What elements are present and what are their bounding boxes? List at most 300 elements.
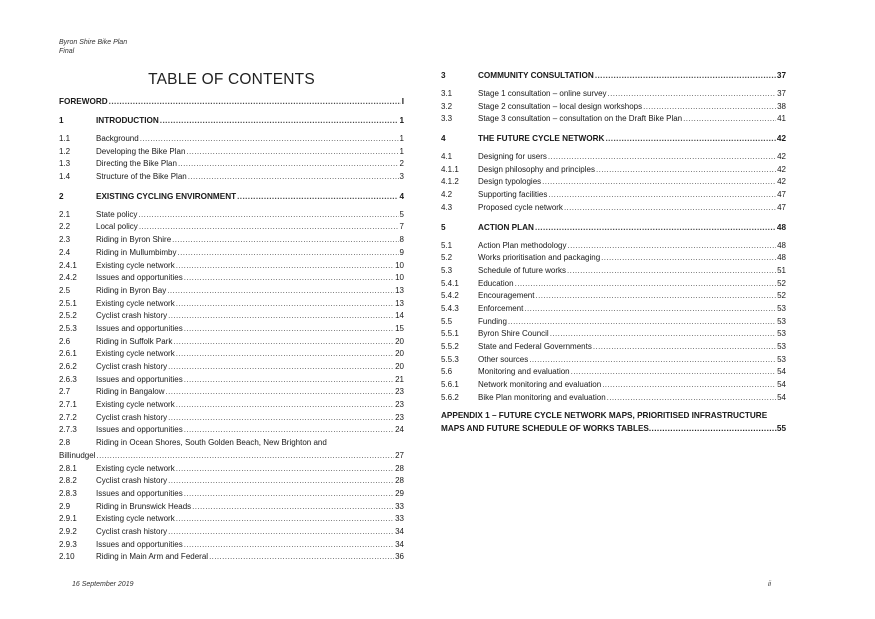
toc-entry-page-number: 1 [399,146,404,156]
dot-leader [535,290,776,303]
toc-entry-title: Background [96,134,139,143]
toc-entry-page-number: 54 [777,392,786,402]
dot-leader [184,272,394,285]
toc-entry-page-number: 24 [395,425,404,435]
dot-leader [184,488,394,501]
toc-entry-title: Riding in Suffolk Park [96,336,173,346]
toc-entry[interactable] [59,209,404,222]
toc-entry[interactable] [441,328,786,341]
toc-entry-page-number: 38 [777,101,786,111]
toc-entry[interactable] [59,114,404,127]
toc-entry[interactable] [59,234,404,247]
toc-entry[interactable] [59,348,404,361]
toc-entry-number: 5.5.1 [441,329,459,339]
toc-entry-page-number: 47 [777,190,786,200]
toc-entry[interactable] [59,336,404,349]
dot-leader [184,539,394,552]
toc-entry-title: Existing cycle network [96,298,175,308]
toc-entry-title: State and Federal Governments [478,342,592,351]
toc-entry-page-number: 3 [399,172,404,182]
dot-leader [188,171,399,184]
toc-entry-page-number: 13 [395,285,404,295]
toc-left-column [59,95,404,564]
dot-leader [172,234,398,247]
toc-entry-page-number: 37 [776,71,786,80]
toc-entry[interactable] [59,386,404,399]
toc-entry[interactable] [441,265,786,278]
dot-leader [548,151,776,164]
toc-entry-page-number: 10 [395,260,404,270]
toc-entry-page-number: 23 [395,400,404,410]
dot-leader [96,450,394,463]
dot-leader [168,361,394,374]
toc-entry-number: 1.3 [59,159,71,169]
toc-entry-title: Stage 1 consultation – online survey [478,89,607,98]
toc-entry[interactable] [441,202,786,215]
toc-entry-title: Works prioritisation and packaging [478,253,601,263]
toc-entry-title: Existing cycle network [96,349,175,359]
toc-entry[interactable] [59,247,404,260]
toc-entry[interactable] [441,252,786,265]
toc-entry-number: 2.2 [59,222,71,232]
toc-entry-number: 2.5 [59,285,71,295]
toc-entry[interactable] [59,272,404,285]
toc-entry[interactable] [441,278,786,291]
toc-entry-title: Cyclist crash history [96,311,168,321]
dot-leader [602,379,776,392]
toc-entry-title: Network monitoring and evaluation [478,380,602,390]
toc-entry-title: Stage 3 consultation – consultation on the Draft Bike Plan [478,114,683,124]
toc-entry-number: 3.3 [441,114,453,124]
toc-entry-number: 5.6.2 [441,392,459,402]
toc-entry-page-number: 28 [395,476,404,486]
dot-leader [535,221,776,234]
dot-leader [160,114,399,127]
toc-entry-page-number: 54 [777,380,786,390]
appendix-page-number: 55 [776,424,786,434]
toc-entry-number: 5.5 [441,316,453,326]
toc-entry-title: Billinudgel [59,450,96,460]
toc-entry-page-number: 10 [395,273,404,283]
dot-leader [515,278,777,291]
toc-entry-number: 2 [59,191,64,201]
toc-right-column [441,69,786,435]
toc-entry-page-number: 15 [395,323,404,333]
toc-entry[interactable] [441,366,786,379]
dot-leader [176,298,394,311]
toc-entry-title: Proposed cycle network [478,202,563,212]
toc-entry-page-number: 20 [395,336,404,346]
toc-entry-number: 2.9.3 [59,539,77,549]
toc-entry-page-number: 52 [777,291,786,301]
toc-entry[interactable] [59,221,404,234]
toc-entry[interactable] [441,151,786,164]
toc-entry-title: THE FUTURE CYCLE NETWORK [478,134,605,144]
dot-leader [649,422,777,435]
dot-leader [176,399,394,412]
toc-entry-page-number: I [401,97,404,106]
toc-entry-number: 2.4 [59,247,71,257]
toc-entry[interactable] [59,513,404,526]
dot-leader [176,348,394,361]
toc-entry[interactable] [441,316,786,329]
toc-entry-number: 2.8.3 [59,488,77,498]
toc-entry-number: 2.6.1 [59,349,77,359]
toc-entry-page-number: 28 [395,463,404,473]
dot-leader [176,463,394,476]
toc-entry-page-number: 48 [776,222,786,232]
toc-entry-number: 2.5.1 [59,298,77,308]
appendix-title-line2: MAPS AND FUTURE SCHEDULE OF WORKS TABLES [441,424,649,434]
toc-entry-title: ACTION PLAN [478,222,534,232]
toc-entry-title: Existing cycle network [96,514,175,524]
dot-leader [607,392,776,405]
toc-entry-number: 5.2 [441,253,453,263]
toc-entry-number: 5.5.3 [441,354,459,364]
toc-entry-page-number: 8 [399,235,404,245]
dot-leader [178,158,399,171]
toc-entry[interactable] [441,240,786,253]
toc-entry-page-number: 13 [395,298,404,308]
toc-entry-number: 3 [441,71,446,80]
toc-entry-title: Issues and opportunities [96,539,183,549]
toc-entry-number: 2.9 [59,501,71,511]
toc-entry-page-number: 9 [399,247,404,257]
toc-entry[interactable] [441,189,786,202]
toc-entry[interactable] [59,450,404,463]
toc-entry-title: EXISTING CYCLING ENVIRONMENT [96,191,237,201]
toc-entry-title: Monitoring and evaluation [478,367,570,377]
toc-entry-number: 2.7.1 [59,400,77,410]
toc-entry-number: 2.5.2 [59,311,77,321]
toc-entry[interactable] [441,69,786,82]
toc-entry-page-number: 20 [395,362,404,371]
toc-entry[interactable] [441,354,786,367]
dot-leader [550,328,776,341]
toc-entry-number: 2.5.3 [59,323,77,333]
toc-entry-page-number: 23 [395,412,404,422]
toc-entry-page-number: 14 [395,311,404,321]
toc-entry-title: Design typologies [478,177,542,187]
toc-entry-title: Cyclist crash history [96,476,168,486]
header-status: Final [59,48,75,55]
toc-entry-number: 5 [441,222,446,232]
dot-leader [542,176,776,189]
dot-leader [548,189,776,202]
toc-entry-number: 2.6.3 [59,374,77,384]
appendix-title-line1: APPENDIX 1 – FUTURE CYCLE NETWORK MAPS, PRIORITISED INFRASTRUCTURE [441,411,768,421]
toc-entry-page-number: 4 [399,191,404,201]
toc-entry-number: 5.1 [441,240,453,250]
toc-entry-number: 2.7.3 [59,425,77,435]
toc-entry-page-number: 53 [777,329,786,339]
toc-entry[interactable] [59,190,404,203]
toc-entry-title: Action Plan methodology [478,240,567,250]
toc-entry-title: Schedule of future works [478,265,567,275]
footer-page-number: ii [768,581,772,588]
toc-entry[interactable] [441,341,786,354]
toc-entry[interactable] [441,379,786,392]
dot-leader [168,475,394,488]
dot-leader [605,132,775,145]
toc-entry-title: Riding in Bangalow [96,387,165,397]
toc-entry-title: Designing for users [478,152,547,162]
toc-entry-page-number: 33 [395,501,404,511]
toc-entry-title: Directing the Bike Plan [96,159,177,169]
toc-entry-title: Cyclist crash history [96,412,168,422]
dot-leader [166,386,395,399]
toc-entry-title: Issues and opportunities [96,488,183,498]
toc-entry-title: Issues and opportunities [96,323,183,333]
toc-entry-title: Education [478,278,514,288]
dot-leader [683,113,776,126]
toc-entry-number: 3.2 [441,101,453,111]
toc-entry-title: Riding in Ocean Shores, South Golden Beach, New Brighton and [96,438,327,448]
toc-entry[interactable] [59,158,404,171]
toc-entry-title: Existing cycle network [96,260,175,270]
toc-entry-title: Structure of the Bike Plan [96,172,187,182]
toc-entry-title: Riding in Main Arm and Federal [96,552,209,562]
dot-leader [176,513,394,526]
toc-entry-title: Riding in Byron Bay [96,285,167,295]
toc-entry-number: 4.2 [441,190,453,200]
dot-leader [568,240,777,253]
dot-leader [177,247,398,260]
toc-entry[interactable] [59,412,404,425]
dot-leader [596,164,776,177]
toc-entry-page-number: 1 [399,134,404,143]
toc-entry-title: Developing the Bike Plan [96,146,186,156]
dot-leader [186,146,398,159]
dot-leader [176,260,394,273]
toc-entry-number: 2.10 [59,552,75,562]
toc-entry[interactable] [59,424,404,437]
toc-entry-number: 3.1 [441,89,453,98]
toc-entry-number: 5.6 [441,367,453,377]
toc-entry-number: 1 [59,116,64,125]
toc-entry-title: Issues and opportunities [96,374,183,384]
toc-entry-page-number: 37 [777,89,786,98]
dot-leader [564,202,776,215]
toc-entry-number: 4.1.2 [441,177,459,187]
toc-entry-number: 2.3 [59,235,71,245]
dot-leader [184,323,394,336]
toc-entry-page-number: 42 [776,134,786,144]
dot-leader [109,95,401,108]
dot-leader [608,88,777,101]
header-plan-name: Byron Shire Bike Plan [59,39,128,46]
toc-entry-number: 2.9.1 [59,514,77,524]
toc-entry-number: 5.4.2 [441,291,459,301]
toc-entry-title: Stage 2 consultation – local design workshops [478,101,643,111]
toc-entry[interactable] [59,463,404,476]
toc-entry-number: 1.2 [59,146,71,156]
toc-entry-title: Existing cycle network [96,400,175,410]
toc-entry-number: 4.1.1 [441,164,459,174]
dot-leader [139,221,399,234]
toc-entry[interactable] [59,298,404,311]
toc-entry[interactable] [59,488,404,501]
toc-entry-title: Issues and opportunities [96,425,183,435]
toc-entry-page-number: 42 [777,164,786,174]
toc-entry[interactable] [59,146,404,159]
toc-entry[interactable] [441,164,786,177]
toc-entry[interactable] [441,392,786,405]
toc-entry-title: Byron Shire Council [478,329,549,339]
toc-entry[interactable] [441,132,786,145]
toc-entry[interactable] [59,171,404,184]
toc-entry-page-number: 53 [777,316,786,326]
toc-entry-page-number: 48 [777,240,786,250]
toc-entry-number: 5.5.2 [441,342,459,351]
toc-entry-title: Issues and opportunities [96,273,183,283]
toc-entry-number: 2.4.1 [59,260,77,270]
toc-entry-title: Local policy [96,222,138,232]
toc-entry-title: Other sources [478,354,529,364]
toc-entry-number: 2.7.2 [59,412,77,422]
toc-entry[interactable] [441,176,786,189]
toc-entry-page-number: 53 [777,303,786,313]
toc-entry-number: 5.4.1 [441,278,459,288]
toc-entry[interactable] [59,285,404,298]
toc-entry[interactable] [59,361,404,374]
page-title: TABLE OF CONTENTS [148,71,315,88]
toc-entry-page-number: 54 [777,367,786,377]
toc-entry[interactable] [59,399,404,412]
toc-entry-title: Funding [478,316,507,326]
toc-entry-title: Encouragement [478,291,535,301]
toc-entry-title: Enforcement [478,303,524,313]
toc-entry-page-number: 23 [395,387,404,397]
toc-entry-number: 2.1 [59,209,71,219]
toc-entry[interactable] [59,475,404,488]
dot-leader [173,336,394,349]
toc-entry-page-number: 33 [395,514,404,524]
toc-entry[interactable] [59,551,404,564]
toc-entry[interactable] [441,113,786,126]
dot-leader [209,551,394,564]
toc-entry-page-number: 42 [777,177,786,187]
toc-entry[interactable] [59,539,404,552]
toc-entry-number: 2.8 [59,438,71,448]
toc-entry-page-number: 20 [395,349,404,359]
dot-leader [167,285,394,298]
dot-leader [601,252,776,265]
toc-entry-number: 5.3 [441,265,453,275]
toc-entry[interactable] [59,260,404,273]
toc-entry[interactable] [441,303,786,316]
toc-entry[interactable] [59,437,404,450]
toc-entry-number: 4 [441,134,446,144]
toc-entry-title: Cyclist crash history [96,362,168,371]
toc-entry-page-number: 21 [395,374,404,384]
toc-entry-number: 4.3 [441,202,453,212]
toc-entry-number: 1.4 [59,172,71,182]
toc-entry[interactable] [59,310,404,323]
dot-leader [593,341,776,354]
toc-entry[interactable] [441,88,786,101]
toc-entry-number: 4.1 [441,152,453,162]
toc-entry-title: Bike Plan monitoring and evaluation [478,392,606,402]
footer-date: 16 September 2019 [72,581,134,588]
toc-entry-page-number: 51 [777,265,786,275]
toc-entry-number: 2.6 [59,336,71,346]
toc-entry-number: 2.9.2 [59,526,77,536]
document-header [59,38,127,56]
toc-entry-title: Riding in Brunswick Heads [96,501,192,511]
dot-leader [184,374,394,387]
toc-entry-title: COMMUNITY CONSULTATION [478,71,594,80]
toc-entry-page-number: 47 [777,202,786,212]
toc-entry[interactable] [59,526,404,539]
toc-entry[interactable] [59,323,404,336]
toc-entry[interactable] [59,501,404,514]
toc-entry-page-number: 52 [777,278,786,288]
toc-entry-page-number: 48 [777,253,786,263]
toc-entry-page-number: 34 [395,539,404,549]
toc-entry-title: Riding in Mullumbimby [96,247,177,257]
toc-entry-title: INTRODUCTION [96,116,159,125]
toc-entry-number: 2.6.2 [59,362,77,371]
toc-entry-page-number: 27 [395,450,404,460]
toc-entry-page-number: 36 [395,552,404,562]
dot-leader [524,303,776,316]
toc-entry-title: FOREWORD [59,97,108,106]
toc-entry-page-number: 41 [777,114,786,124]
toc-entry[interactable] [441,101,786,114]
dot-leader [168,412,394,425]
dot-leader [192,501,394,514]
toc-entry-number: 2.8.1 [59,463,77,473]
toc-entry-title: Riding in Byron Shire [96,235,172,245]
toc-entry-number: 2.4.2 [59,273,77,283]
dot-leader [567,265,776,278]
dot-leader [595,69,776,82]
dot-leader [138,209,398,222]
toc-entry-appendix-1[interactable] [441,409,786,435]
toc-entry[interactable] [441,290,786,303]
dot-leader [237,190,398,203]
toc-entry-title: Design philosophy and principles [478,164,595,174]
toc-entry-page-number: 53 [777,342,786,351]
dot-leader [168,310,394,323]
toc-entry-title: Supporting facilities [478,190,548,200]
dot-leader [571,366,776,379]
toc-entry-number: 2.8.2 [59,476,77,486]
dot-leader [184,424,394,437]
dot-leader [140,133,399,146]
toc-entry[interactable] [59,95,404,108]
toc-entry[interactable] [59,133,404,146]
toc-entry[interactable] [59,374,404,387]
toc-entry-title: State policy [96,209,138,219]
toc-entry-number: 5.4.3 [441,303,459,313]
dot-leader [643,101,776,114]
toc-entry-number: 1.1 [59,134,71,143]
toc-entry[interactable] [441,221,786,234]
toc-entry-page-number: 7 [399,222,404,232]
toc-entry-page-number: 42 [777,152,786,162]
toc-entry-page-number: 2 [399,159,404,169]
toc-entry-page-number: 29 [395,488,404,498]
toc-entry-number: 5.6.1 [441,380,459,390]
toc-entry-page-number: 53 [777,354,786,364]
dot-leader [508,316,776,329]
toc-entry-number: 2.7 [59,387,71,397]
toc-entry-page-number: 5 [399,209,404,219]
toc-entry-page-number: 34 [395,526,404,536]
dot-leader [529,354,776,367]
